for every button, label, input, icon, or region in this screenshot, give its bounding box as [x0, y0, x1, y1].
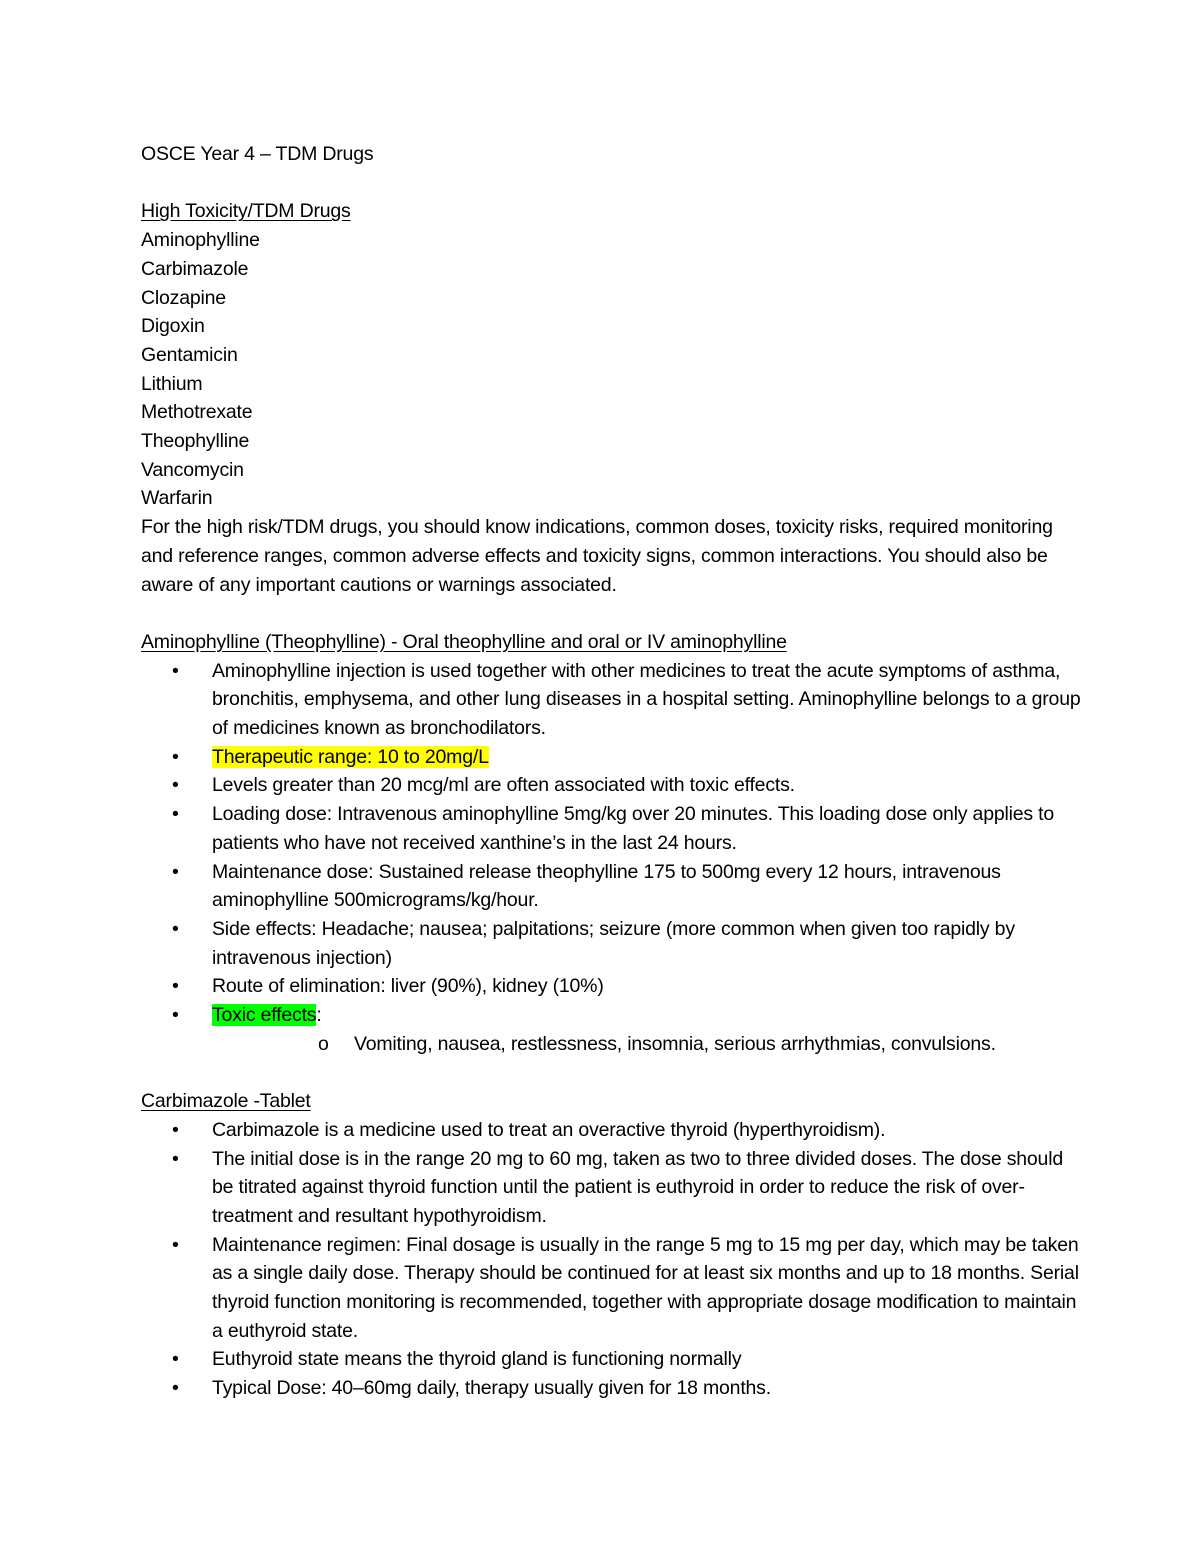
drug-list-item: Methotrexate [141, 401, 253, 424]
bullet-text: Maintenance dose: Sustained release theophylline 175 to 500mg every 12 hours, intravenous aminophylline 500micrograms/kg/hour. [212, 860, 1001, 912]
bullet-item [141, 1145, 1081, 1231]
bullet-item [141, 972, 1081, 1001]
aminophylline-bullet-list [141, 657, 1081, 1059]
bullet-item [141, 1231, 1081, 1346]
bullet-item [141, 657, 1081, 743]
bullet-text: Side effects: Headache; nausea; palpitations; seizure (more common when given too rapidly by intravenous injection) [212, 917, 1015, 969]
drug-list-item: Lithium [141, 372, 203, 395]
toxic-effects-sublist [212, 1030, 1081, 1059]
bullet-item [141, 858, 1081, 915]
high-risk-intro-paragraph: For the high risk/TDM drugs, you should know indications, common doses, toxicity risks, required monitoring and reference ranges, common adverse effects and toxicity signs, common interactions. You should also be aware of any important cautions or warnings associated. [141, 516, 1053, 596]
document-title: OSCE Year 4 – TDM Drugs [141, 143, 374, 165]
spacer [141, 169, 1081, 198]
bullet-text: : [316, 1004, 322, 1027]
document-page [141, 140, 1081, 1403]
bullet-text: The initial dose is in the range 20 mg to 60 mg, taken as two to three divided doses. The dose should be titrated against thyroid function until the patient is euthyroid in order to reduce the risk of over-treatment and resultant hypothyroidism. [212, 1147, 1063, 1227]
sub-bullet-text: Vomiting, nausea, restlessness, insomnia, serious arrhythmias, convulsions. [354, 1032, 996, 1055]
therapeutic-range-highlight: Therapeutic range: 10 to 20mg/L [212, 745, 489, 768]
spacer [141, 599, 1081, 628]
bullet-item [141, 1374, 1081, 1403]
high-toxicity-heading: High Toxicity/TDM Drugs [141, 200, 351, 223]
drug-list-item: Carbimazole [141, 257, 249, 280]
drug-list-item: Theophylline [141, 430, 250, 453]
bullet-text: Maintenance regimen: Final dosage is usually in the range 5 mg to 15 mg per day, which may be taken as a single daily dose. Therapy should be continued for at least six months and up to 18 months. Serial thyroid function monitoring is recommended, together with appropriate dosage modification to maintain a euthyroid state. [212, 1233, 1079, 1342]
bullet-item [141, 1345, 1081, 1374]
high-toxicity-drug-list [141, 226, 1081, 513]
bullet-text: Aminophylline injection is used together with other medicines to treat the acute symptoms of asthma, bronchitis, emphysema, and other lung diseases in a hospital setting. Aminophylline belongs to a group of medicines known as bronchodilators. [212, 659, 1081, 740]
bullet-item [141, 743, 1081, 772]
bullet-text: Levels greater than 20 mcg/ml are often associated with toxic effects. [212, 774, 795, 797]
drug-list-item: Gentamicin [141, 343, 238, 366]
drug-list-item: Aminophylline [141, 229, 260, 252]
toxic-effects-highlight: Toxic effects [212, 1004, 317, 1027]
carbimazole-bullet-list [141, 1116, 1081, 1403]
bullet-item [141, 915, 1081, 972]
drug-list-item: Warfarin [141, 487, 213, 510]
aminophylline-heading: Aminophylline (Theophylline) - Oral theophylline and oral or IV aminophylline [141, 630, 787, 653]
bullet-text: Route of elimination: liver (90%), kidney (10%) [212, 975, 604, 998]
sub-bullet-item [212, 1030, 1081, 1059]
drug-list-item: Clozapine [141, 286, 226, 309]
spacer [141, 1058, 1081, 1087]
bullet-text: Euthyroid state means the thyroid gland is functioning normally [212, 1348, 742, 1371]
drug-list-item: Vancomycin [141, 458, 244, 481]
drug-list-item: Digoxin [141, 315, 205, 338]
bullet-text: Carbimazole is a medicine used to treat an overactive thyroid (hyperthyroidism). [212, 1118, 886, 1141]
bullet-item [141, 800, 1081, 857]
bullet-text: Loading dose: Intravenous aminophylline 5mg/kg over 20 minutes. This loading dose only applies to patients who have not received xanthine’s in the last 24 hours. [212, 803, 1055, 854]
carbimazole-heading: Carbimazole -Tablet [141, 1090, 311, 1113]
bullet-item [141, 771, 1081, 800]
bullet-item [141, 1001, 1081, 1058]
bullet-text: Typical Dose: 40–60mg daily, therapy usually given for 18 months. [212, 1377, 771, 1400]
bullet-item [141, 1116, 1081, 1145]
